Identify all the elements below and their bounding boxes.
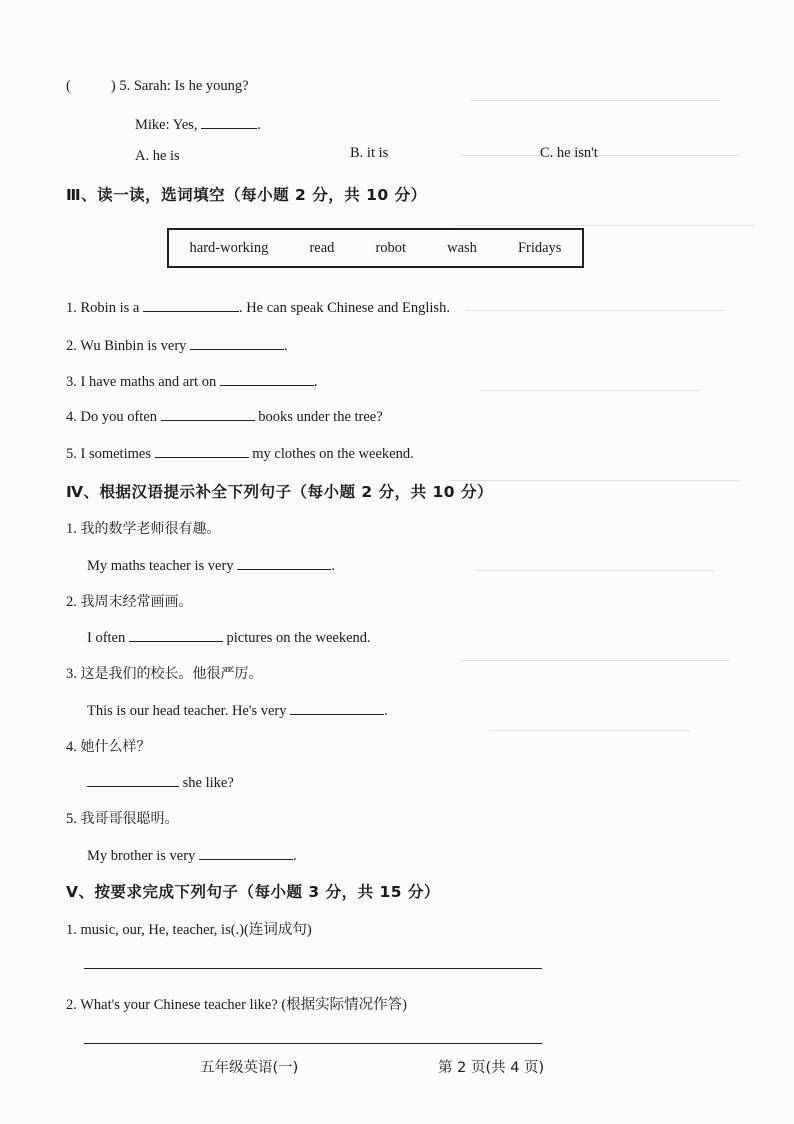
- word-bank-item: robot: [375, 239, 407, 256]
- item-text: pictures on the weekend.: [226, 630, 371, 646]
- word-bank-item: Fridays: [517, 239, 562, 256]
- item-text: .: [292, 848, 297, 864]
- item-text: . He can speak Chinese and English.: [238, 300, 450, 316]
- s4-item-3-en: [87, 700, 388, 720]
- item-text: Do you often: [80, 409, 158, 425]
- bleed-through-background: [450, 60, 770, 760]
- item-number: 4.: [66, 739, 77, 755]
- q5-option-c: C. he isn't: [540, 145, 598, 161]
- item-text: Robin is a: [80, 300, 140, 316]
- item-number: 1.: [66, 300, 77, 316]
- item-number: 5.: [66, 811, 77, 827]
- s5-item-1: [66, 918, 312, 939]
- s4-item-4-en: [87, 772, 234, 792]
- s4-item-1-zh: [66, 518, 221, 538]
- fill-blank[interactable]: [290, 700, 384, 715]
- item-number: 2.: [66, 997, 77, 1013]
- q5-option-b: B. it is: [350, 145, 389, 161]
- item-text: I have maths and art on: [80, 374, 217, 390]
- chinese-prompt: 她什么样？: [80, 739, 151, 755]
- fill-blank[interactable]: [237, 555, 331, 570]
- item-number: 3.: [66, 666, 77, 682]
- s4-item-5-en: [87, 845, 297, 865]
- section5-heading: Ⅴ、按要求完成下列句子（每小题 3 分，共 15 分）: [66, 883, 440, 901]
- s4-item-2-zh: [66, 591, 193, 611]
- item-text: books under the tree?: [258, 409, 383, 425]
- item-text: My brother is very: [87, 848, 196, 864]
- q5-question: Sarah: Is he young?: [133, 78, 249, 94]
- s3-item-5: [66, 443, 414, 463]
- fill-blank[interactable]: [190, 335, 284, 350]
- item-number: 2.: [66, 594, 77, 610]
- s4-item-1-en: [87, 555, 335, 575]
- item-text: .: [313, 374, 318, 390]
- s4-item-2-en: [87, 627, 371, 647]
- item-text: she like?: [182, 775, 234, 791]
- s4-item-4-zh: [66, 736, 151, 756]
- q5-answer-suffix: .: [257, 117, 261, 133]
- section3-heading: Ⅲ、读一读，选词填空（每小题 2 分，共 10 分）: [66, 186, 427, 204]
- s3-item-1: [66, 297, 450, 317]
- answer-line[interactable]: [84, 968, 542, 969]
- word-bank-item: hard-working: [189, 239, 269, 256]
- item-text: music, our, He, teacher, is(.)(连词成句): [80, 922, 312, 938]
- answer-paren-close: ): [110, 78, 116, 94]
- fill-blank[interactable]: [129, 627, 223, 642]
- item-number: 1.: [66, 922, 77, 938]
- answer-paren-open: (: [66, 78, 71, 94]
- item-text: My maths teacher is very: [87, 558, 234, 574]
- fill-blank[interactable]: [199, 845, 293, 860]
- s3-item-3: [66, 371, 317, 391]
- q5-option-a: A. he is: [135, 148, 180, 164]
- answer-line[interactable]: [84, 1043, 542, 1044]
- s4-item-5-zh: [66, 808, 179, 828]
- item-text: I often: [87, 630, 126, 646]
- chinese-prompt: 这是我们的校长。他很严厉。: [80, 666, 263, 682]
- item-text: Wu Binbin is very: [80, 338, 187, 354]
- q5-blank[interactable]: [201, 114, 257, 129]
- footer-page-number: 第 2 页(共 4 页): [438, 1060, 545, 1076]
- fill-blank[interactable]: [220, 371, 314, 386]
- item-number: 4.: [66, 409, 77, 425]
- chinese-prompt: 我周末经常画画。: [80, 594, 193, 610]
- item-text: .: [284, 338, 288, 354]
- fill-blank[interactable]: [155, 443, 249, 458]
- q5-answer-line: [135, 114, 261, 134]
- chinese-prompt: 我哥哥很聪明。: [80, 811, 179, 827]
- q5-answer-prefix: Mike: Yes,: [135, 117, 198, 133]
- q5-number: 5.: [119, 78, 131, 94]
- s5-item-2: [66, 993, 407, 1014]
- fill-blank[interactable]: [143, 297, 239, 312]
- fill-blank[interactable]: [87, 772, 179, 787]
- s3-item-4: [66, 406, 383, 426]
- item-number: 3.: [66, 374, 77, 390]
- item-text: What's your Chinese teacher like? (根据实际情况作答): [80, 997, 408, 1013]
- item-text: .: [331, 558, 335, 574]
- item-text: This is our head teacher. He's very: [87, 703, 287, 719]
- item-text: my clothes on the weekend.: [252, 446, 414, 462]
- word-bank-item: wash: [447, 239, 477, 256]
- item-text: I sometimes: [80, 446, 151, 462]
- q5-line: [66, 78, 249, 95]
- fill-blank[interactable]: [161, 406, 255, 421]
- word-bank-box: [167, 228, 584, 268]
- word-bank-item: read: [309, 239, 335, 256]
- section4-heading: Ⅳ、根据汉语提示补全下列句子（每小题 2 分，共 10 分）: [66, 483, 493, 501]
- item-number: 2.: [66, 338, 77, 354]
- footer-subject: 五年级英语(一): [200, 1060, 299, 1076]
- s3-item-2: [66, 335, 288, 355]
- item-text: .: [384, 703, 388, 719]
- chinese-prompt: 我的数学老师很有趣。: [80, 521, 221, 537]
- item-number: 5.: [66, 446, 77, 462]
- s4-item-3-zh: [66, 663, 263, 683]
- item-number: 1.: [66, 521, 77, 537]
